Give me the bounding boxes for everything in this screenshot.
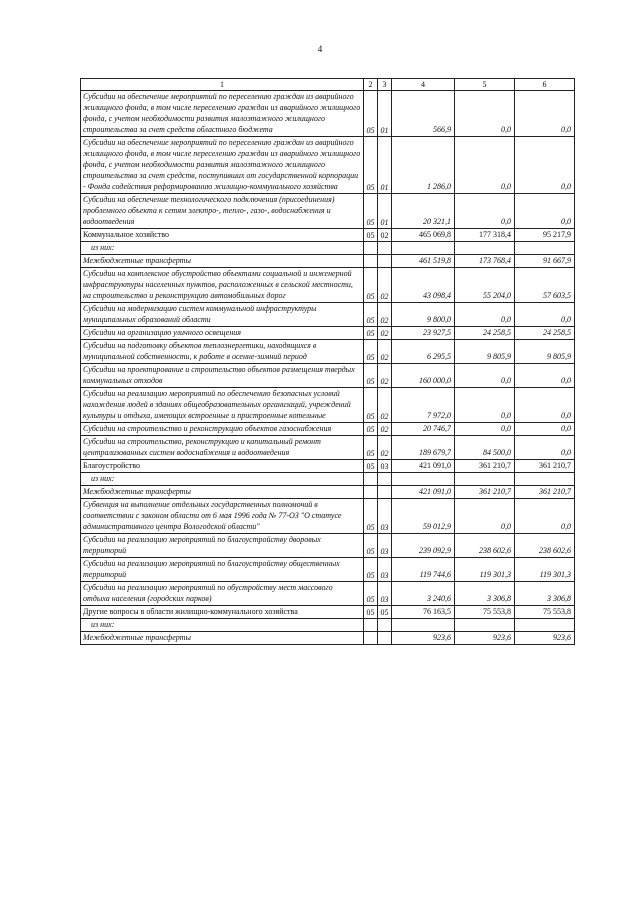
item-name-cell: Субсидии на обеспечение технологического подключения (присоединения) проблемного объекта к сетям электро-, тепло-, газо-, водоснабжения и водоотведения [81, 194, 364, 229]
table-row [81, 242, 575, 255]
table-row [81, 388, 575, 423]
amount-col6-cell: 9 805,9 [515, 340, 575, 364]
subsection-code-cell: 02 [378, 364, 392, 388]
table-row [81, 473, 575, 486]
item-name-cell: Субсидии на строительство, реконструкцию и капитальный ремонт централизованных систем водоснабжения и водоотведения [81, 436, 364, 460]
item-name-cell: Субсидии на реализацию мероприятий по благоустройству общественных территорий [81, 558, 364, 582]
amount-col5-cell: 173 768,4 [455, 255, 515, 268]
amount-col5-cell: 0,0 [455, 137, 515, 194]
subsection-code-cell [378, 619, 392, 632]
item-name-cell: Субвенция на выполнение отдельных государственных полномочий в соответствии с законом области от 6 мая 1996 года № 77-ОЗ "О статусе административного центра Вологодской области" [81, 499, 364, 534]
table-row [81, 558, 575, 582]
section-code-cell: 05 [364, 460, 378, 473]
item-name-cell: Субсидии на обеспечение мероприятий по переселению граждан из аварийного жилищного фонда, в том числе переселению граждан из аварийного жилищного фонда, с учетом необходимости развития малоэтажного жилищного строительства за счет средств, поступивших от государственной корпорации - Фонда содействия реформированию жилищно-коммунального хозяйства [81, 137, 364, 194]
amount-col5-cell: 0,0 [455, 423, 515, 436]
amount-col4-cell [392, 619, 455, 632]
amount-col6-cell: 0,0 [515, 303, 575, 327]
subsection-code-cell: 02 [378, 388, 392, 423]
section-code-cell: 05 [364, 137, 378, 194]
amount-col5-cell: 84 500,0 [455, 436, 515, 460]
amount-col6-cell: 361 210,7 [515, 460, 575, 473]
section-code-cell: 05 [364, 582, 378, 606]
item-name-cell: из них: [81, 242, 364, 255]
subsection-code-cell: 02 [378, 436, 392, 460]
item-name-cell: Другие вопросы в области жилищно-коммунального хозяйства [81, 606, 364, 619]
table-row [81, 534, 575, 558]
amount-col6-cell [515, 473, 575, 486]
amount-col5-cell: 9 805,9 [455, 340, 515, 364]
section-code-cell: 05 [364, 268, 378, 303]
amount-col4-cell: 23 927,5 [392, 327, 455, 340]
section-code-cell: 05 [364, 91, 378, 137]
amount-col5-cell [455, 619, 515, 632]
section-code-cell [364, 632, 378, 645]
amount-col4-cell: 461 519,8 [392, 255, 455, 268]
amount-col6-cell: 0,0 [515, 137, 575, 194]
amount-col5-cell: 55 204,0 [455, 268, 515, 303]
section-code-cell: 05 [364, 388, 378, 423]
table-row [81, 436, 575, 460]
amount-col5-cell: 361 210,7 [455, 460, 515, 473]
page-number: 4 [317, 44, 323, 54]
subsection-code-cell: 02 [378, 268, 392, 303]
section-code-cell: 05 [364, 229, 378, 242]
amount-col5-cell: 0,0 [455, 194, 515, 229]
amount-col6-cell: 91 667,9 [515, 255, 575, 268]
table-row [81, 268, 575, 303]
section-code-cell: 05 [364, 364, 378, 388]
amount-col5-cell: 238 602,6 [455, 534, 515, 558]
amount-col4-cell: 119 744,6 [392, 558, 455, 582]
amount-col5-cell: 0,0 [455, 499, 515, 534]
amount-col6-cell: 3 306,8 [515, 582, 575, 606]
subsection-code-cell: 03 [378, 499, 392, 534]
section-code-cell [364, 242, 378, 255]
amount-col4-cell [392, 242, 455, 255]
amount-col6-cell: 57 603,5 [515, 268, 575, 303]
amount-col6-cell: 0,0 [515, 436, 575, 460]
item-name-cell: Субсидии на реализацию мероприятий по обеспечению безопасных условий нахождения людей в зданиях общеобразовательных организаций, учреждений культуры и отдыха, имеющих встроенные и пристроенные котельные [81, 388, 364, 423]
subsection-code-cell: 05 [378, 606, 392, 619]
section-code-cell [364, 486, 378, 499]
subsection-code-cell: 03 [378, 534, 392, 558]
subsection-code-cell: 02 [378, 229, 392, 242]
item-name-cell: Субсидии на проектирование и строительство объектов размещения твердых коммунальных отходов [81, 364, 364, 388]
subsection-code-cell: 03 [378, 582, 392, 606]
item-name-cell: из них: [81, 619, 364, 632]
item-name-cell: из них: [81, 473, 364, 486]
amount-col5-cell [455, 242, 515, 255]
table-row [81, 229, 575, 242]
table-row [81, 364, 575, 388]
table-row [81, 327, 575, 340]
column-number-row [81, 79, 575, 91]
section-code-cell: 05 [364, 423, 378, 436]
amount-col6-cell: 0,0 [515, 91, 575, 137]
amount-col6-cell [515, 242, 575, 255]
subsection-code-cell [378, 486, 392, 499]
amount-col6-cell: 0,0 [515, 388, 575, 423]
amount-col5-cell: 0,0 [455, 303, 515, 327]
amount-col5-cell: 75 553,8 [455, 606, 515, 619]
amount-col4-cell: 76 163,5 [392, 606, 455, 619]
amount-col4-cell: 43 098,4 [392, 268, 455, 303]
section-code-cell: 05 [364, 499, 378, 534]
section-code-cell: 05 [364, 327, 378, 340]
amount-col5-cell: 177 318,4 [455, 229, 515, 242]
subsection-code-cell: 01 [378, 194, 392, 229]
amount-col5-cell [455, 473, 515, 486]
section-code-cell: 05 [364, 558, 378, 582]
amount-col6-cell: 95 217,9 [515, 229, 575, 242]
amount-col4-cell: 20 746,7 [392, 423, 455, 436]
amount-col4-cell: 189 679,7 [392, 436, 455, 460]
item-name-cell: Субсидии на обеспечение мероприятий по переселению граждан из аварийного жилищного фонда, в том числе переселению граждан из аварийного жилищного фонда, с учетом необходимости развития малоэтажного жилищного строительства за счет средств областного бюджета [81, 91, 364, 137]
subsection-code-cell [378, 255, 392, 268]
item-name-cell: Межбюджетные трансферты [81, 632, 364, 645]
section-code-cell: 05 [364, 303, 378, 327]
amount-col6-cell: 0,0 [515, 499, 575, 534]
table-row [81, 486, 575, 499]
item-name-cell: Межбюджетные трансферты [81, 486, 364, 499]
amount-col4-cell: 421 091,0 [392, 486, 455, 499]
subsection-code-cell: 03 [378, 558, 392, 582]
section-code-cell [364, 255, 378, 268]
item-name-cell: Субсидии на подготовку объектов теплоэнергетики, находящихся в муниципальной собственности, к работе в осенне-зимний период [81, 340, 364, 364]
subsection-code-cell: 02 [378, 303, 392, 327]
subsection-code-cell: 02 [378, 423, 392, 436]
amount-col6-cell: 238 602,6 [515, 534, 575, 558]
amount-col5-cell: 361 210,7 [455, 486, 515, 499]
amount-col6-cell: 24 258,5 [515, 327, 575, 340]
amount-col6-cell: 361 210,7 [515, 486, 575, 499]
item-name-cell: Субсидии на модернизацию систем коммунальной инфраструктуры муниципальных образований области [81, 303, 364, 327]
amount-col5-cell: 0,0 [455, 364, 515, 388]
column-header: 1 [81, 79, 364, 91]
item-name-cell: Субсидии на строительство и реконструкцию объектов газоснабжения [81, 423, 364, 436]
item-name-cell: Благоустройство [81, 460, 364, 473]
subsection-code-cell [378, 242, 392, 255]
table-row [81, 137, 575, 194]
table-row [81, 460, 575, 473]
amount-col4-cell [392, 473, 455, 486]
section-code-cell: 05 [364, 194, 378, 229]
column-header: 6 [515, 79, 575, 91]
amount-col4-cell: 7 972,0 [392, 388, 455, 423]
section-code-cell: 05 [364, 534, 378, 558]
table-row [81, 91, 575, 137]
item-name-cell: Коммунальное хозяйство [81, 229, 364, 242]
table-row [81, 619, 575, 632]
amount-col5-cell: 24 258,5 [455, 327, 515, 340]
amount-col6-cell [515, 619, 575, 632]
amount-col4-cell: 3 240,6 [392, 582, 455, 606]
amount-col5-cell: 923,6 [455, 632, 515, 645]
table-row [81, 194, 575, 229]
section-code-cell: 05 [364, 606, 378, 619]
amount-col5-cell: 0,0 [455, 91, 515, 137]
item-name-cell: Субсидии на комплексное обустройство объектами социальной и инженерной инфраструктуры населенных пунктов, расположенных в сельской местности, на строительство и реконструкцию автомобильных дорог [81, 268, 364, 303]
table-row [81, 632, 575, 645]
column-header: 3 [378, 79, 392, 91]
amount-col6-cell: 923,6 [515, 632, 575, 645]
item-name-cell: Субсидии на реализацию мероприятий по благоустройству дворовых территорий [81, 534, 364, 558]
table-row [81, 255, 575, 268]
amount-col6-cell: 75 553,8 [515, 606, 575, 619]
amount-col5-cell: 3 306,8 [455, 582, 515, 606]
amount-col4-cell: 465 069,8 [392, 229, 455, 242]
column-header: 5 [455, 79, 515, 91]
amount-col6-cell: 119 301,3 [515, 558, 575, 582]
subsection-code-cell: 02 [378, 327, 392, 340]
amount-col6-cell: 0,0 [515, 194, 575, 229]
amount-col6-cell: 0,0 [515, 364, 575, 388]
amount-col5-cell: 119 301,3 [455, 558, 515, 582]
subsection-code-cell: 03 [378, 460, 392, 473]
amount-col4-cell: 59 012,9 [392, 499, 455, 534]
section-code-cell: 05 [364, 436, 378, 460]
amount-col4-cell: 9 800,0 [392, 303, 455, 327]
item-name-cell: Субсидии на реализацию мероприятий по обустройству мест массового отдыха населения (городских парков) [81, 582, 364, 606]
amount-col5-cell: 0,0 [455, 388, 515, 423]
subsection-code-cell [378, 473, 392, 486]
column-header: 2 [364, 79, 378, 91]
column-header: 4 [392, 79, 455, 91]
subsection-code-cell: 02 [378, 340, 392, 364]
table-row [81, 303, 575, 327]
table-row [81, 606, 575, 619]
table-row [81, 423, 575, 436]
subsection-code-cell [378, 632, 392, 645]
budget-table [80, 78, 575, 645]
amount-col4-cell: 566,9 [392, 91, 455, 137]
amount-col4-cell: 421 091,0 [392, 460, 455, 473]
subsection-code-cell: 01 [378, 137, 392, 194]
section-code-cell [364, 619, 378, 632]
amount-col4-cell: 239 092,9 [392, 534, 455, 558]
table-row [81, 499, 575, 534]
amount-col4-cell: 160 000,0 [392, 364, 455, 388]
amount-col4-cell: 923,6 [392, 632, 455, 645]
section-code-cell: 05 [364, 340, 378, 364]
table-row [81, 582, 575, 606]
amount-col4-cell: 6 295,5 [392, 340, 455, 364]
item-name-cell: Субсидии на организацию уличного освещения [81, 327, 364, 340]
subsection-code-cell: 01 [378, 91, 392, 137]
amount-col4-cell: 1 286,0 [392, 137, 455, 194]
item-name-cell: Межбюджетные трансферты [81, 255, 364, 268]
amount-col4-cell: 20 321,1 [392, 194, 455, 229]
section-code-cell [364, 473, 378, 486]
table-row [81, 340, 575, 364]
amount-col6-cell: 0,0 [515, 423, 575, 436]
